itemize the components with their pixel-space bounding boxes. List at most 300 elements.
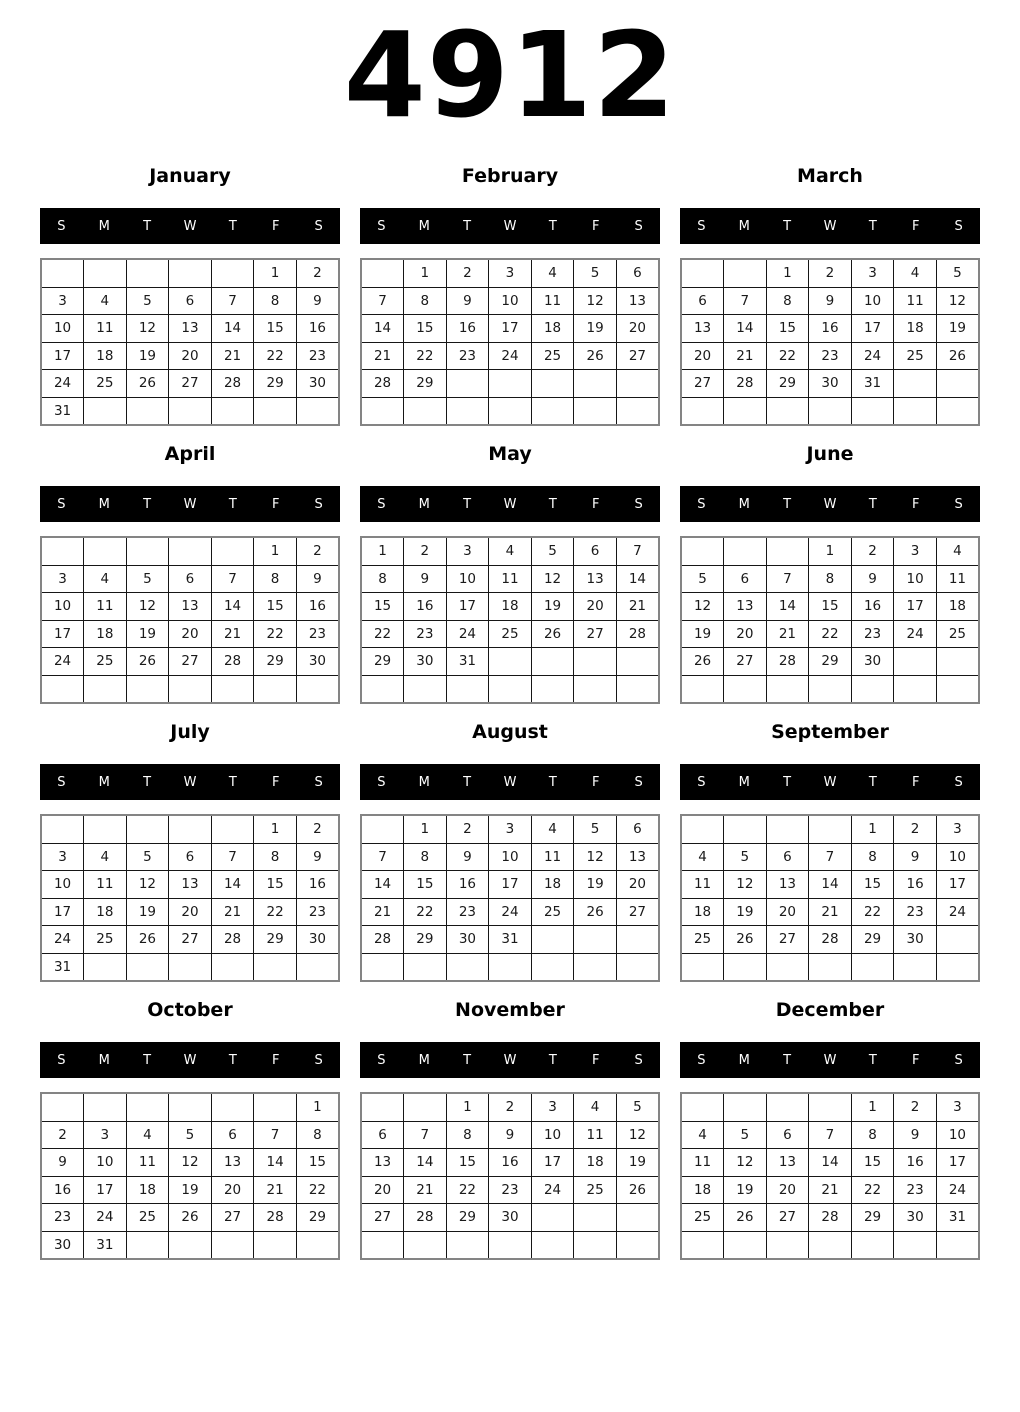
empty-day-cell: [211, 675, 254, 703]
empty-day-cell: [574, 1204, 617, 1232]
day-cell: 17: [446, 593, 489, 621]
month-block-march: [680, 164, 980, 426]
day-cell: 11: [531, 843, 574, 871]
empty-day-cell: [296, 953, 339, 981]
empty-day-cell: [84, 397, 127, 425]
day-cell: 23: [404, 620, 447, 648]
empty-day-cell: [211, 953, 254, 981]
week-row: [361, 259, 659, 287]
weekday-label: W: [183, 774, 197, 790]
weekday-label: F: [591, 1052, 600, 1068]
month-grid: [40, 814, 340, 982]
month-grid: [680, 536, 980, 704]
weekday-label: F: [271, 774, 280, 790]
empty-day-cell: [574, 397, 617, 425]
day-cell: 27: [169, 648, 212, 676]
empty-day-cell: [41, 537, 84, 565]
day-cell: 24: [489, 342, 532, 370]
weekday-header-row: [40, 1042, 340, 1078]
day-cell: 25: [894, 342, 937, 370]
week-row: [361, 1204, 659, 1232]
weekday-header-row: [360, 764, 660, 800]
day-cell: 21: [361, 898, 404, 926]
day-cell: 20: [766, 898, 809, 926]
empty-day-cell: [574, 370, 617, 398]
day-cell: 22: [851, 1176, 894, 1204]
month-title: August: [472, 721, 548, 743]
day-cell: 12: [169, 1149, 212, 1177]
day-cell: 21: [766, 620, 809, 648]
empty-day-cell: [169, 675, 212, 703]
day-cell: 15: [254, 315, 297, 343]
day-cell: 19: [169, 1176, 212, 1204]
day-cell: 27: [169, 370, 212, 398]
day-cell: 16: [894, 1149, 937, 1177]
empty-day-cell: [766, 815, 809, 843]
day-cell: 18: [531, 871, 574, 899]
empty-day-cell: [41, 259, 84, 287]
day-cell: 16: [894, 871, 937, 899]
week-row: [41, 926, 339, 954]
day-cell: 10: [851, 287, 894, 315]
day-cell: 11: [84, 315, 127, 343]
month-block-october: [40, 998, 340, 1260]
day-cell: 10: [936, 1121, 979, 1149]
month-grid: [360, 536, 660, 704]
day-cell: 8: [404, 287, 447, 315]
empty-day-cell: [41, 1093, 84, 1121]
day-cell: 24: [84, 1204, 127, 1232]
empty-day-cell: [851, 675, 894, 703]
day-cell: 5: [169, 1121, 212, 1149]
weekday-header-row: [680, 764, 980, 800]
day-cell: 23: [489, 1176, 532, 1204]
day-cell: 4: [531, 815, 574, 843]
day-cell: 25: [84, 370, 127, 398]
week-row: [41, 315, 339, 343]
empty-day-cell: [296, 397, 339, 425]
weekday-label: M: [738, 496, 750, 512]
day-cell: 22: [851, 898, 894, 926]
day-cell: 20: [616, 315, 659, 343]
week-row: [41, 1176, 339, 1204]
day-cell: 25: [681, 926, 724, 954]
week-row: [361, 315, 659, 343]
empty-day-cell: [574, 648, 617, 676]
day-cell: 23: [296, 898, 339, 926]
empty-day-cell: [41, 815, 84, 843]
day-cell: 7: [254, 1121, 297, 1149]
week-row: [361, 593, 659, 621]
day-cell: 14: [724, 315, 767, 343]
weekday-label: T: [868, 218, 877, 234]
day-cell: 26: [574, 342, 617, 370]
weekday-label: F: [911, 496, 920, 512]
weekday-label: W: [503, 1052, 517, 1068]
day-cell: 22: [404, 898, 447, 926]
weekday-label: S: [314, 1052, 323, 1068]
day-cell: 17: [41, 898, 84, 926]
day-cell: 9: [894, 1121, 937, 1149]
empty-day-cell: [169, 1231, 212, 1259]
day-cell: 25: [574, 1176, 617, 1204]
day-cell: 2: [404, 537, 447, 565]
weekday-label: S: [377, 1052, 386, 1068]
day-cell: 19: [616, 1149, 659, 1177]
month-grid: [40, 258, 340, 426]
week-row: [681, 871, 979, 899]
weekday-label: S: [634, 218, 643, 234]
week-row: [681, 1204, 979, 1232]
weekday-header-row: [360, 1042, 660, 1078]
day-cell: 11: [681, 1149, 724, 1177]
day-cell: 4: [574, 1093, 617, 1121]
day-cell: 4: [84, 843, 127, 871]
day-cell: 24: [851, 342, 894, 370]
day-cell: 15: [766, 315, 809, 343]
weekday-label: S: [697, 774, 706, 790]
day-cell: 4: [531, 259, 574, 287]
weekday-label: S: [57, 218, 66, 234]
day-cell: 1: [296, 1093, 339, 1121]
day-cell: 8: [766, 287, 809, 315]
empty-day-cell: [809, 953, 852, 981]
day-cell: 4: [489, 537, 532, 565]
day-cell: 10: [41, 315, 84, 343]
day-cell: 25: [936, 620, 979, 648]
empty-day-cell: [809, 1231, 852, 1259]
day-cell: 22: [296, 1176, 339, 1204]
day-cell: 13: [169, 593, 212, 621]
day-cell: 15: [809, 593, 852, 621]
day-cell: 9: [894, 843, 937, 871]
week-row: [41, 843, 339, 871]
day-cell: 2: [894, 1093, 937, 1121]
weekday-label: F: [911, 218, 920, 234]
week-row: [681, 593, 979, 621]
week-row: [41, 1231, 339, 1259]
day-cell: 13: [169, 315, 212, 343]
day-cell: 13: [169, 871, 212, 899]
empty-day-cell: [446, 1231, 489, 1259]
day-cell: 8: [404, 843, 447, 871]
day-cell: 26: [724, 1204, 767, 1232]
day-cell: 1: [851, 1093, 894, 1121]
weekday-label: M: [98, 1052, 110, 1068]
day-cell: 4: [894, 259, 937, 287]
day-cell: 23: [446, 898, 489, 926]
day-cell: 4: [84, 565, 127, 593]
day-cell: 29: [254, 926, 297, 954]
day-cell: 29: [766, 370, 809, 398]
day-cell: 17: [894, 593, 937, 621]
day-cell: 23: [894, 1176, 937, 1204]
week-row: [41, 1204, 339, 1232]
day-cell: 12: [724, 1149, 767, 1177]
empty-day-cell: [211, 259, 254, 287]
day-cell: 19: [724, 1176, 767, 1204]
week-row: [41, 259, 339, 287]
weekday-label: W: [823, 1052, 837, 1068]
day-cell: 14: [616, 565, 659, 593]
day-cell: 25: [84, 648, 127, 676]
day-cell: 27: [616, 342, 659, 370]
day-cell: 21: [211, 620, 254, 648]
weekday-label: F: [591, 496, 600, 512]
day-cell: 29: [404, 926, 447, 954]
empty-day-cell: [169, 537, 212, 565]
month-grid: [360, 1092, 660, 1260]
day-cell: 17: [41, 342, 84, 370]
week-row: [361, 898, 659, 926]
week-row: [681, 843, 979, 871]
day-cell: 3: [894, 537, 937, 565]
empty-day-cell: [361, 1093, 404, 1121]
day-cell: 16: [41, 1176, 84, 1204]
month-title: July: [170, 721, 210, 743]
month-grid: [680, 814, 980, 982]
day-cell: 1: [851, 815, 894, 843]
empty-day-cell: [404, 953, 447, 981]
empty-day-cell: [616, 953, 659, 981]
empty-day-cell: [169, 815, 212, 843]
day-cell: 26: [681, 648, 724, 676]
empty-day-cell: [531, 1231, 574, 1259]
empty-day-cell: [574, 926, 617, 954]
week-row: [681, 565, 979, 593]
weekday-label: F: [591, 218, 600, 234]
day-cell: 30: [296, 648, 339, 676]
day-cell: 9: [296, 287, 339, 315]
empty-day-cell: [126, 397, 169, 425]
week-row: [361, 565, 659, 593]
day-cell: 2: [894, 815, 937, 843]
day-cell: 19: [574, 871, 617, 899]
day-cell: 31: [41, 397, 84, 425]
day-cell: 13: [681, 315, 724, 343]
day-cell: 15: [851, 1149, 894, 1177]
day-cell: 3: [531, 1093, 574, 1121]
month-block-december: [680, 998, 980, 1260]
day-cell: 19: [681, 620, 724, 648]
day-cell: 21: [211, 898, 254, 926]
week-row: [681, 953, 979, 981]
day-cell: 27: [211, 1204, 254, 1232]
weekday-label: M: [418, 496, 430, 512]
empty-day-cell: [446, 397, 489, 425]
empty-day-cell: [724, 1093, 767, 1121]
week-row: [41, 620, 339, 648]
day-cell: 23: [296, 620, 339, 648]
empty-day-cell: [681, 537, 724, 565]
day-cell: 12: [126, 593, 169, 621]
week-row: [361, 648, 659, 676]
day-cell: 20: [681, 342, 724, 370]
weekday-label: W: [503, 218, 517, 234]
day-cell: 28: [724, 370, 767, 398]
empty-day-cell: [574, 1231, 617, 1259]
day-cell: 20: [211, 1176, 254, 1204]
day-cell: 5: [574, 815, 617, 843]
day-cell: 13: [361, 1149, 404, 1177]
day-cell: 27: [681, 370, 724, 398]
day-cell: 27: [616, 898, 659, 926]
empty-day-cell: [681, 953, 724, 981]
day-cell: 14: [809, 1149, 852, 1177]
empty-day-cell: [489, 1231, 532, 1259]
day-cell: 20: [361, 1176, 404, 1204]
week-row: [681, 815, 979, 843]
day-cell: 8: [851, 843, 894, 871]
day-cell: 21: [254, 1176, 297, 1204]
day-cell: 6: [361, 1121, 404, 1149]
week-row: [361, 1149, 659, 1177]
day-cell: 11: [681, 871, 724, 899]
day-cell: 4: [126, 1121, 169, 1149]
day-cell: 1: [254, 259, 297, 287]
day-cell: 14: [404, 1149, 447, 1177]
day-cell: 19: [936, 315, 979, 343]
weekday-label: F: [271, 218, 280, 234]
day-cell: 18: [681, 1176, 724, 1204]
day-cell: 17: [936, 871, 979, 899]
day-cell: 4: [84, 287, 127, 315]
day-cell: 13: [616, 287, 659, 315]
empty-day-cell: [489, 397, 532, 425]
day-cell: 24: [489, 898, 532, 926]
weekday-label: T: [783, 1052, 792, 1068]
empty-day-cell: [126, 675, 169, 703]
day-cell: 11: [84, 871, 127, 899]
week-row: [361, 843, 659, 871]
empty-day-cell: [84, 1093, 127, 1121]
day-cell: 6: [766, 1121, 809, 1149]
month-title: April: [164, 443, 216, 465]
week-row: [681, 1231, 979, 1259]
day-cell: 12: [574, 843, 617, 871]
day-cell: 16: [809, 315, 852, 343]
day-cell: 8: [254, 565, 297, 593]
empty-day-cell: [446, 953, 489, 981]
empty-day-cell: [809, 675, 852, 703]
day-cell: 4: [681, 843, 724, 871]
weekday-label: S: [57, 1052, 66, 1068]
day-cell: 7: [809, 843, 852, 871]
day-cell: 12: [724, 871, 767, 899]
day-cell: 21: [361, 342, 404, 370]
week-row: [41, 342, 339, 370]
week-row: [41, 537, 339, 565]
day-cell: 14: [211, 871, 254, 899]
day-cell: 5: [681, 565, 724, 593]
day-cell: 9: [296, 843, 339, 871]
month-grid: [40, 1092, 340, 1260]
empty-day-cell: [404, 397, 447, 425]
empty-day-cell: [616, 370, 659, 398]
day-cell: 1: [254, 815, 297, 843]
day-cell: 30: [41, 1231, 84, 1259]
weekday-label: T: [868, 496, 877, 512]
week-row: [361, 287, 659, 315]
month-block-january: [40, 164, 340, 426]
weekday-header-row: [360, 486, 660, 522]
day-cell: 28: [254, 1204, 297, 1232]
weekday-label: S: [314, 496, 323, 512]
day-cell: 3: [41, 843, 84, 871]
day-cell: 18: [489, 593, 532, 621]
week-row: [681, 537, 979, 565]
day-cell: 21: [404, 1176, 447, 1204]
week-row: [681, 370, 979, 398]
empty-day-cell: [254, 953, 297, 981]
empty-day-cell: [361, 815, 404, 843]
day-cell: 19: [724, 898, 767, 926]
weekday-label: W: [503, 774, 517, 790]
day-cell: 9: [446, 287, 489, 315]
day-cell: 15: [404, 315, 447, 343]
weekday-label: T: [228, 496, 237, 512]
day-cell: 11: [489, 565, 532, 593]
empty-day-cell: [489, 953, 532, 981]
weekday-label: S: [314, 774, 323, 790]
empty-day-cell: [404, 675, 447, 703]
day-cell: 5: [126, 565, 169, 593]
empty-day-cell: [724, 815, 767, 843]
day-cell: 25: [531, 898, 574, 926]
day-cell: 14: [766, 593, 809, 621]
empty-day-cell: [254, 1231, 297, 1259]
weekday-label: T: [228, 218, 237, 234]
empty-day-cell: [681, 397, 724, 425]
empty-day-cell: [211, 397, 254, 425]
empty-day-cell: [211, 815, 254, 843]
empty-day-cell: [894, 397, 937, 425]
day-cell: 28: [809, 1204, 852, 1232]
day-cell: 15: [404, 871, 447, 899]
empty-day-cell: [489, 370, 532, 398]
day-cell: 15: [851, 871, 894, 899]
empty-day-cell: [169, 1093, 212, 1121]
day-cell: 14: [361, 871, 404, 899]
day-cell: 2: [296, 259, 339, 287]
weekday-label: M: [98, 218, 110, 234]
day-cell: 27: [766, 1204, 809, 1232]
week-row: [681, 342, 979, 370]
week-row: [681, 287, 979, 315]
day-cell: 10: [489, 287, 532, 315]
day-cell: 29: [254, 648, 297, 676]
day-cell: 14: [254, 1149, 297, 1177]
empty-day-cell: [936, 648, 979, 676]
day-cell: 12: [616, 1121, 659, 1149]
empty-day-cell: [446, 675, 489, 703]
empty-day-cell: [894, 1231, 937, 1259]
empty-day-cell: [404, 1231, 447, 1259]
weekday-label: S: [57, 774, 66, 790]
weekday-label: T: [463, 774, 472, 790]
empty-day-cell: [724, 397, 767, 425]
day-cell: 17: [489, 871, 532, 899]
empty-day-cell: [531, 370, 574, 398]
day-cell: 24: [936, 898, 979, 926]
day-cell: 19: [126, 620, 169, 648]
weekday-label: S: [634, 496, 643, 512]
empty-day-cell: [211, 1093, 254, 1121]
day-cell: 13: [211, 1149, 254, 1177]
weekday-label: T: [463, 496, 472, 512]
day-cell: 5: [724, 1121, 767, 1149]
day-cell: 29: [361, 648, 404, 676]
